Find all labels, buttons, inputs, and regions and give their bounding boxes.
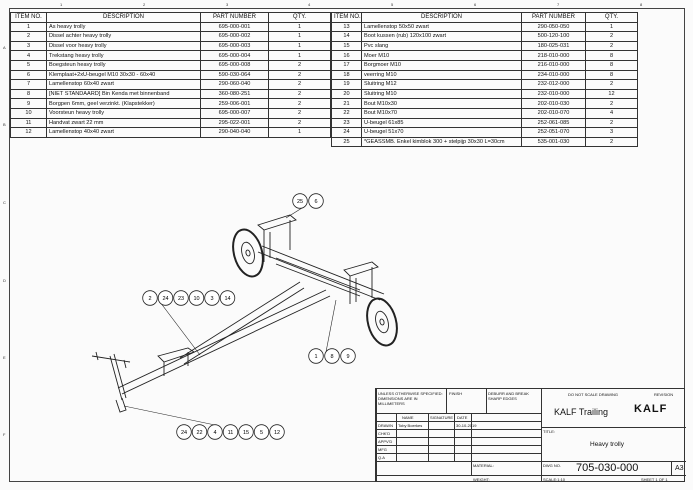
bom-cell-part: 695-000-008 [201,60,269,70]
bom-cell-qty: 12 [586,89,638,99]
bom-cell-item: 17 [332,60,362,70]
bom-cell-qty: 1 [269,128,331,138]
tb-revision: REVISION [654,392,674,397]
bom-cell-part: 695-000-003 [201,41,269,51]
tb-date-hdr: DATE [457,415,468,420]
balloon-label: 22 [196,430,203,436]
balloon-label: 5 [259,430,264,436]
bom-cell-item: 23 [332,118,362,128]
bom-cell-part: 695-000-007 [201,108,269,118]
tb-weight: WEIGHT: [473,477,490,482]
bom-header-part: PART NUMBER [522,13,586,23]
tb-title: Heavy trolly [590,441,624,448]
bom-header-description: DESCRIPTION [47,13,201,23]
tb-notes: UNLESS OTHERWISE SPECIFIED: DIMENSIONS ARE IN MILLIMETERS [378,391,443,406]
bom-header-item: ITEM NO. [332,13,362,23]
bom-cell-item: 14 [332,32,362,42]
zone-left-d: D [3,278,6,283]
bom-header-item: ITEM NO. [11,13,47,23]
bunk-right [344,262,378,304]
bom-cell-description: Pvc slang [362,41,522,51]
bom-cell-part: 695-000-004 [201,51,269,61]
bom-cell-item: 15 [332,41,362,51]
zone-top-1: 1 [60,2,63,7]
bom-cell-qty: 2 [586,118,638,128]
tb-signature-hdr: SIGNATURE [430,415,454,420]
bom-cell-item: 25 [332,137,362,147]
bom-cell-part: 295-022-001 [201,118,269,128]
leader-right [326,300,336,352]
wheel-right [362,295,401,349]
zone-top-6: 6 [474,2,477,7]
bom-cell-item: 22 [332,108,362,118]
bom-cell-description: Dissel achter heavy trolly [47,32,201,42]
bom-cell-qty: 2 [586,137,638,147]
tb-drawn: DRAWN [378,423,393,428]
bom-cell-part: 290-060-040 [201,80,269,90]
balloon-label: 23 [177,296,185,302]
tb-apprvd: APPV'D [378,439,393,444]
bom-cell-item: 9 [11,99,47,109]
handle [92,352,130,400]
tb-name-hdr: NAME [402,415,414,420]
bom-cell-qty: 2 [586,32,638,42]
tb-sheet: SHEET 1 OF 1 [641,477,668,482]
bom-cell-description: Lamellenstop 50x50 zwart [362,22,522,32]
bom-cell-qty: 2 [586,80,638,90]
tb-dont-scale: DO NOT SCALE DRAWING [568,392,619,397]
bom-cell-item: 19 [332,80,362,90]
bom-cell-part: 252-061-085 [522,118,586,128]
bom-cell-qty: 1 [269,22,331,32]
wheel-left [228,226,267,280]
balloon-label: 8 [330,354,334,360]
balloon-label: 24 [180,430,188,436]
bom-cell-qty: 1 [269,41,331,51]
tb-drawn-name: Toby Boerkes [398,423,423,428]
tb-mfg: MFG [378,447,387,452]
wheel-right-axle [379,319,384,326]
balloon-label: 3 [210,296,214,302]
bom-cell-qty: 8 [586,51,638,61]
tb-company: KALF Trailing [554,407,609,417]
bom-cell-part: 535-001-030 [522,137,586,147]
bom-cell-description: Handvat zwart 22 mm [47,118,201,128]
company-logo: KALF [634,403,668,415]
bom-cell-part: 232-012-000 [522,80,586,90]
zone-left-a: A [3,45,6,50]
bom-cell-part: 500-120-100 [522,32,586,42]
title-block [375,388,685,482]
bom-cell-part: 290-050-050 [522,22,586,32]
tb-deburr: DEBURR AND BREAK SHARP EDGES [488,391,529,401]
balloon-label: 4 [213,430,217,436]
bom-cell-part: 695-000-001 [201,22,269,32]
balloon-label: 15 [242,430,250,436]
bom-cell-qty: 2 [269,60,331,70]
bom-cell-qty: 2 [269,118,331,128]
balloon-label: 14 [224,296,231,302]
zone-left-f: F [3,432,6,437]
bom-cell-item: 6 [11,70,47,80]
balloon-label: 9 [346,354,350,360]
bom-cell-qty: 4 [586,108,638,118]
bom-cell-qty: 2 [586,41,638,51]
bom-cell-item: 13 [332,22,362,32]
bom-cell-description: Borgpen 6mm, geel verzinkt. (Klapstekker) [47,99,201,109]
balloon-label: 24 [162,296,169,302]
bom-cell-item: 24 [332,128,362,138]
bom-cell-item: 12 [11,128,47,138]
balloon-label: 25 [296,199,304,205]
bom-cell-description: Trekstang heavy trolly [47,51,201,61]
balloon-label: 11 [227,430,234,436]
bom-cell-description: Lamellenstop 40x40 zwart [47,128,201,138]
bom-cell-description: Sluitring M12 [362,80,522,90]
zone-top-4: 4 [308,2,311,7]
bom-cell-part: 360-080-251 [201,89,269,99]
bom-cell-description: Sluitring M10 [362,89,522,99]
wheel-right-hub [373,310,390,334]
balloon-label: 10 [193,296,200,302]
bom-cell-qty: 2 [269,80,331,90]
bom-cell-item: 21 [332,99,362,109]
bom-cell-part: 695-000-002 [201,32,269,42]
bom-cell-part: 232-010-000 [522,89,586,99]
tb-title-label: TITLE: [543,429,556,434]
bom-cell-qty: 2 [269,89,331,99]
bom-cell-description: Boot kussen (rub) 120x100 zwart [362,32,522,42]
bom-cell-description: Bout M10x70 [362,108,522,118]
bom-cell-description: U-beugel 61x85 [362,118,522,128]
bom-cell-qty: 3 [586,128,638,138]
leader-bottom [124,406,215,425]
balloon-label: 1 [314,354,318,360]
zone-left-c: C [3,200,6,205]
leader-top [286,208,302,218]
zone-top-7: 7 [557,2,560,7]
tb-chkd: CHK'D [378,431,391,436]
bom-cell-part: 234-010-000 [522,70,586,80]
bom-cell-item: 11 [11,118,47,128]
bom-cell-qty: 1 [269,32,331,42]
bom-header-qty: QTY. [269,13,331,23]
bom-header-description: DESCRIPTION [362,13,522,23]
bom-cell-description: *GEASSMB. Enkel kimblok 300 + stelpijp 30x30 L=30cm [362,137,522,147]
bom-cell-description: Klemplaat+2xU-beugel M10 30x30 - 60x40 [47,70,201,80]
bom-cell-item: 20 [332,89,362,99]
bom-header-part: PART NUMBER [201,13,269,23]
zone-top-3: 3 [226,2,229,7]
bom-cell-item: 3 [11,41,47,51]
leader-left [160,302,200,355]
tb-dwg-label: DWG NO. [543,463,561,468]
wheel-left-axle [245,250,250,257]
bom-cell-description: Voorsteun heavy trolly [47,108,201,118]
bunk-left [258,215,296,262]
zone-top-2: 2 [143,2,146,7]
bom-cell-qty: 2 [269,99,331,109]
bom-cell-part: 590-030-064 [201,70,269,80]
wheel-left-hub [239,241,256,265]
bom-header-qty: QTY. [586,13,638,23]
bom-cell-part: 290-040-040 [201,128,269,138]
zone-top-5: 5 [391,2,394,7]
bom-cell-part: 180-025-031 [522,41,586,51]
bom-cell-description: Boegsteun heavy trolly [47,60,201,70]
tb-scale: SCALE:1:10 [543,477,566,482]
tb-finish: FINISH [449,391,463,396]
bom-cell-qty: 1 [269,51,331,61]
tb-dwg-no: 705-030-000 [576,462,639,474]
bom-cell-item: 1 [11,22,47,32]
bom-cell-description: Bout M10x30 [362,99,522,109]
bom-cell-qty: 2 [269,70,331,80]
bom-cell-description: [NIET STANDAARD] Bin Kenda met binnenband [47,89,201,99]
balloon-label: 6 [314,199,318,205]
bom-cell-item: 10 [11,108,47,118]
bom-cell-part: 202-010-070 [522,108,586,118]
tb-drawn-date: 30-10-2019 [456,423,477,428]
bom-cell-item: 5 [11,60,47,70]
zone-left-b: B [3,122,6,127]
bom-cell-item: 7 [11,80,47,90]
balloon-label: 12 [273,430,281,436]
bom-cell-part: 218-010-000 [522,51,586,61]
bom-cell-description: veerring M10 [362,70,522,80]
bom-cell-description: U-beugel 51x70 [362,128,522,138]
bom-cell-item: 4 [11,51,47,61]
bom-cell-item: 16 [332,51,362,61]
bom-cell-part: 216-010-000 [522,60,586,70]
bom-cell-qty: 8 [586,70,638,80]
tb-material: MATERIAL: [473,463,494,468]
tow-eye [116,398,126,412]
bom-cell-item: 18 [332,70,362,80]
bom-cell-qty: 1 [586,22,638,32]
bom-cell-description: Borgmoer M10 [362,60,522,70]
bom-cell-part: 202-010-030 [522,99,586,109]
bom-cell-qty: 2 [586,99,638,109]
bom-cell-description: Lamellenstop 60x40 zwart [47,80,201,90]
zone-top-8: 8 [640,2,643,7]
bom-cell-item: 2 [11,32,47,42]
bom-cell-description: Dissel voor heavy trolly [47,41,201,51]
tb-qa: Q.A [378,455,385,460]
bom-cell-part: 252-051-070 [522,128,586,138]
balloon-label: 2 [148,296,152,302]
zone-left-e: E [3,355,6,360]
bom-cell-qty: 8 [586,60,638,70]
tb-size: A3 [675,465,684,472]
bom-cell-item: 8 [11,89,47,99]
bom-cell-description: Moer M10 [362,51,522,61]
bom-cell-description: As heavy trolly [47,22,201,32]
bom-cell-part: 259-006-001 [201,99,269,109]
bom-cell-qty: 2 [269,108,331,118]
